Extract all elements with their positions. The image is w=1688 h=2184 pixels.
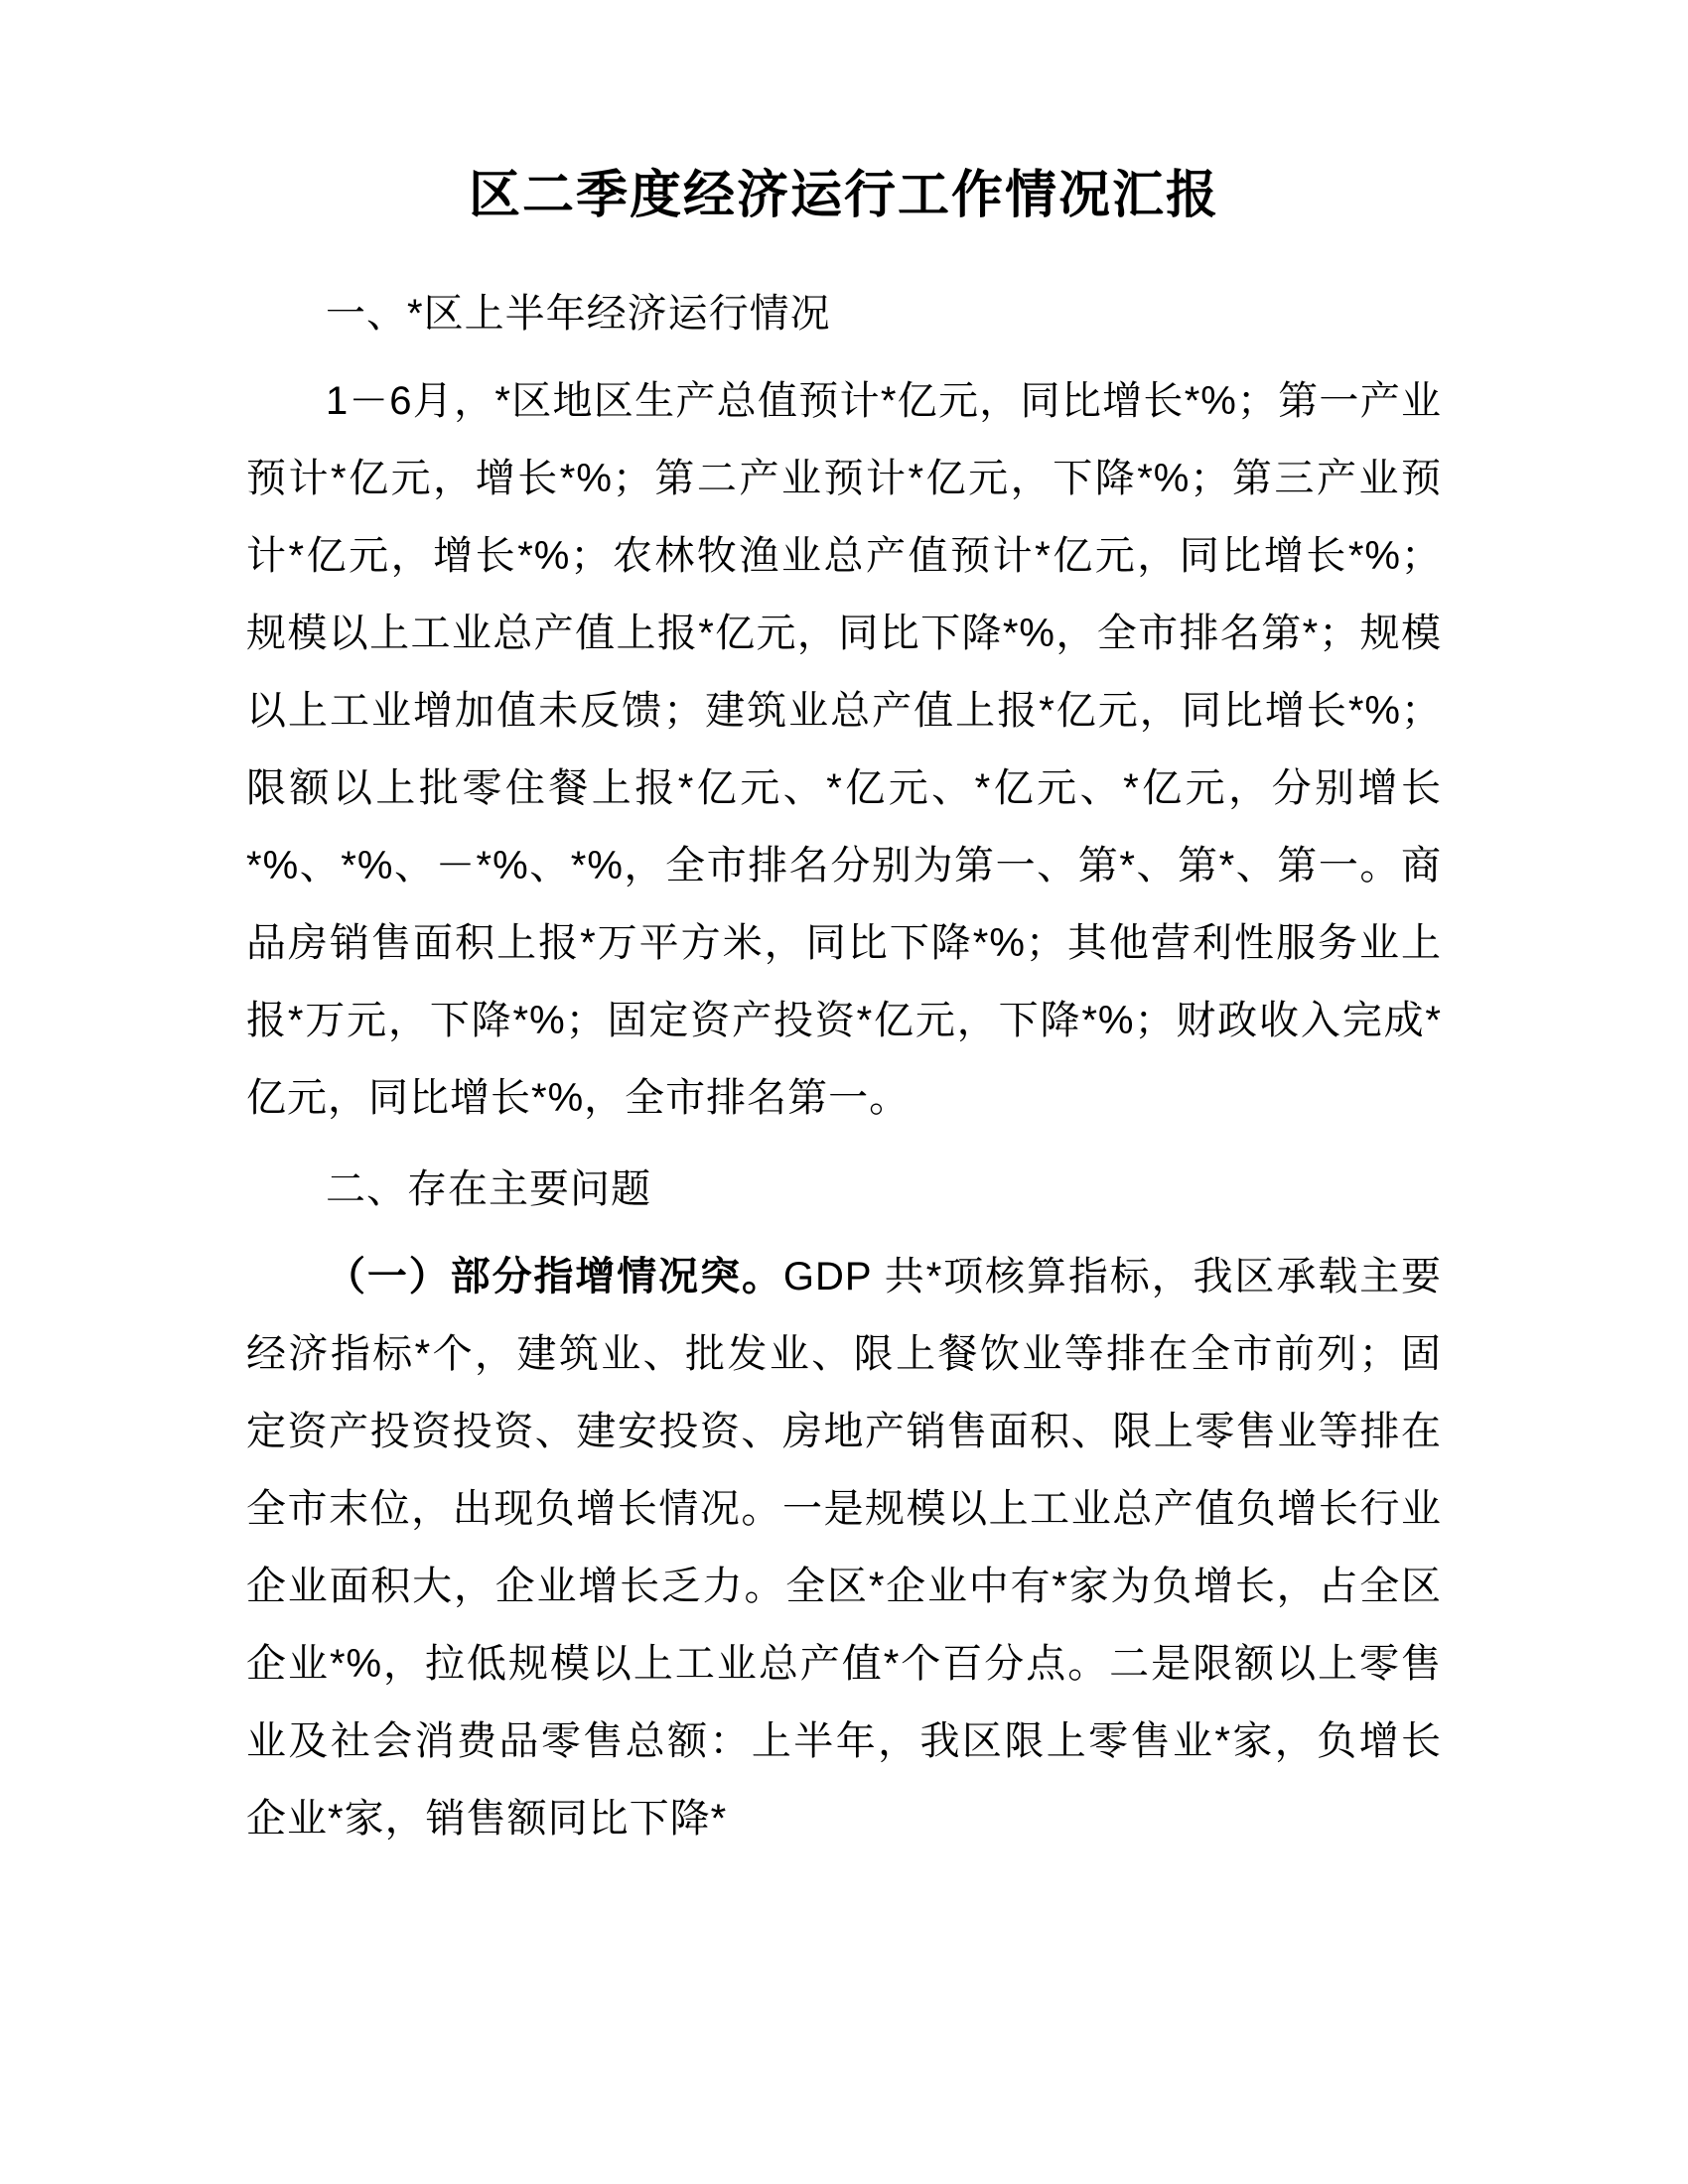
text-run: 1－6月，*区地区生产总值预计*亿元，同比增长*%；第一产业预计*亿元，增长*%；第二产业预计*亿元，下降*%；第三产业预计*亿元，增长*%；农林牧渔业总产值预计*亿元，同比增长*%；规模以上工业总产值上报*亿元，同比下降*%，全市排名第*；规模以上工业增加值未反馈；建筑业总产值上报*亿元，同比增长*%；限额以上批零住餐上报*亿元、*亿元、*亿元、*亿元，分别增长*%、*%、－*%、*%，全市排名分别为第一、第*、第*、第一。商品房销售面积上报*万平方米，同比下降*%；其他营利性服务业上报*万元，下降*%；固定资产投资*亿元，下降*%；财政收入完成*亿元，同比增长*%，全市排名第一。 <box>246 379 1442 1121</box>
section-heading <box>246 1151 1442 1228</box>
section-heading <box>246 275 1442 352</box>
paragraph <box>246 362 1442 1137</box>
text-run: 一、*区上半年经济运行情况 <box>326 292 831 337</box>
text-run: GDP 共*项核算指标，我区承载主要经济指标*个，建筑业、批发业、限上餐饮业等排在全市前列；固定资产投资投资、建安投资、房地产销售面积、限上零售业等排在全市末位，出现负增长情况。一是规模以上工业总产值负增长行业企业面积大，企业增长乏力。全区*企业中有*家为负增长，占全区企业*%，拉低规模以上工业总产值*个百分点。二是限额以上零售业及社会消费品零售总额：上半年，我区限上零售业*家，负增长企业*家，销售额同比下降* <box>246 1255 1443 1842</box>
document-body <box>246 275 1442 1857</box>
text-run: （一）部分指增情况突。 <box>326 1255 783 1299</box>
document-title: 区二季度经济运行工作情况汇报 <box>468 167 1219 224</box>
text-run: 二、存在主要问题 <box>326 1167 651 1212</box>
paragraph <box>246 1238 1442 1857</box>
